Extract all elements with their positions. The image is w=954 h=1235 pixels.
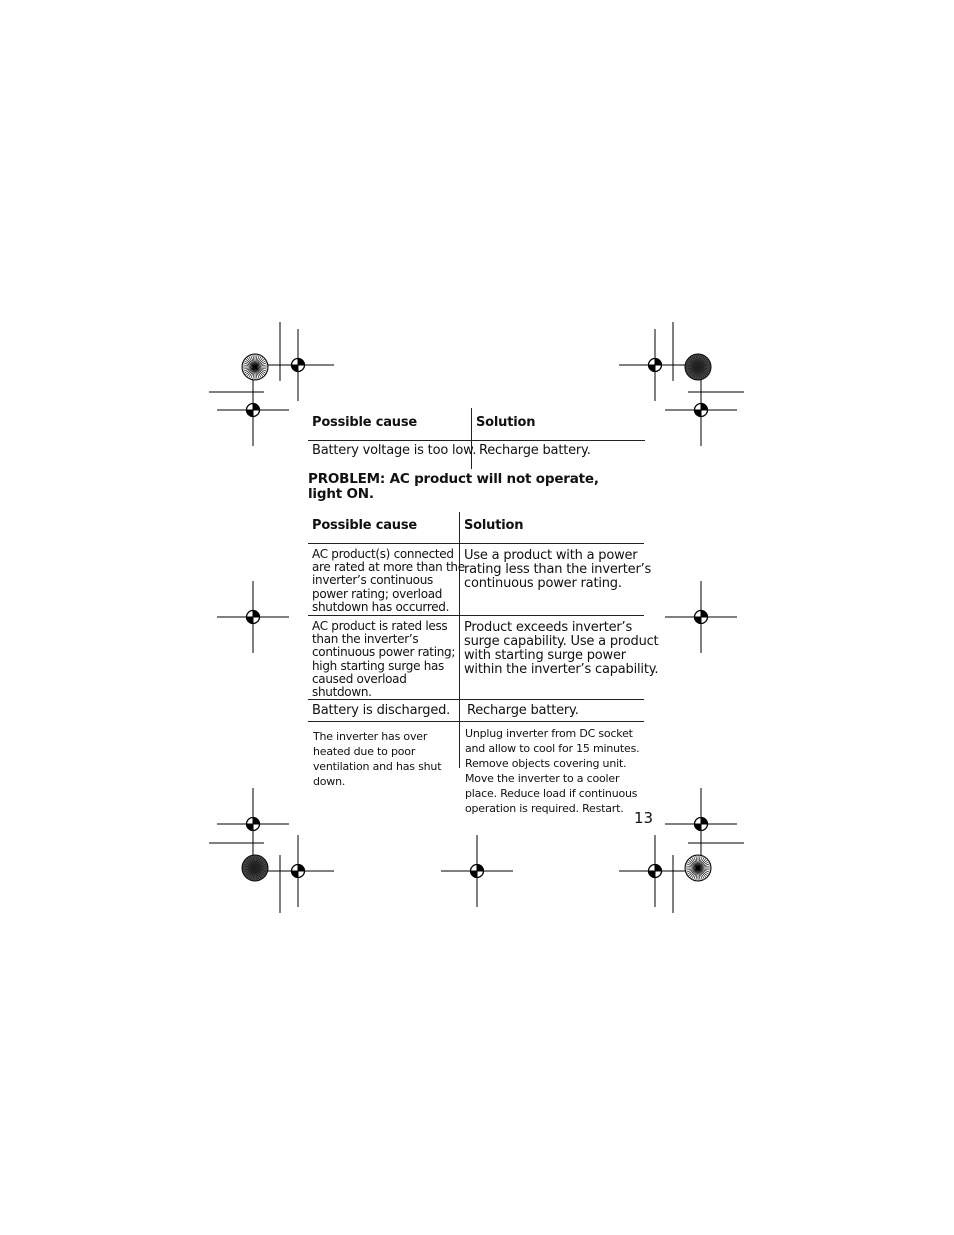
table-main-row-rule-3 — [308, 721, 644, 722]
cell-line: heated due to poor — [313, 745, 416, 758]
table-main-row-3-cause: Battery is discharged. — [312, 703, 451, 718]
table-main-row-4-cause — [313, 729, 441, 789]
registration-target-fill — [247, 824, 254, 831]
table-top-row-cause: Battery voltage is too low. — [312, 443, 477, 458]
table-top-header-cause: Possible cause — [312, 415, 417, 430]
table-main-header-solution: Solution — [464, 518, 524, 533]
problem-heading-line-2: light ON. — [308, 486, 374, 502]
registration-target-fill — [477, 865, 484, 872]
cell-line: continuous power rating; — [312, 645, 456, 660]
cell-line: surge capability. Use a product — [464, 634, 659, 649]
cell-line: and allow to cool for 15 minutes. — [465, 742, 640, 755]
cell-line: Unplug inverter from DC socket — [465, 727, 633, 740]
cell-line: Move the inverter to a cooler — [465, 772, 620, 785]
registration-target-fill — [695, 410, 702, 417]
registration-target-fill — [298, 865, 305, 872]
registration-target-fill — [247, 410, 254, 417]
cell-line: rating less than the inverter’s — [464, 562, 652, 577]
table-main-header-cause: Possible cause — [312, 518, 417, 533]
cell-line: place. Reduce load if continuous — [465, 787, 638, 800]
table-main-row-3-solution: Recharge battery. — [467, 703, 579, 718]
cell-line: inverter’s continuous — [312, 573, 433, 588]
cell-line: shutdown. — [312, 685, 372, 700]
cell-line: Remove objects covering unit. — [465, 757, 627, 770]
registration-target-fill — [649, 365, 656, 372]
cell-line: power rating; overload — [312, 586, 443, 601]
page-number: 13 — [634, 809, 654, 827]
registration-target-fill — [292, 871, 299, 878]
cell-line: AC product(s) connected — [312, 547, 454, 561]
problem-heading — [308, 472, 599, 502]
registration-target-fill — [253, 818, 260, 825]
registration-target-fill — [649, 871, 656, 878]
cell-line: high starting surge has — [312, 658, 445, 673]
cell-line: AC product is rated less — [312, 619, 448, 633]
table-main-row-rule-1 — [308, 615, 644, 616]
registration-target-fill — [655, 359, 662, 366]
cell-line: shutdown has occurred. — [312, 599, 450, 614]
registration-target-fill — [695, 617, 702, 624]
cell-line: caused overload — [312, 671, 407, 686]
cell-line: than the inverter’s — [312, 632, 419, 647]
table-main-row-2-cause — [312, 620, 455, 699]
table-main-row-4-solution — [465, 726, 639, 816]
table-top-column-divider — [471, 408, 472, 469]
cell-line: ventilation and has shut — [313, 760, 442, 773]
registration-target-fill — [701, 611, 708, 618]
table-main-row-1-cause — [312, 548, 465, 614]
table-main-row-2-solution — [464, 621, 658, 677]
cell-line: The inverter has over — [313, 730, 428, 743]
registration-target-fill — [701, 818, 708, 825]
cell-line: down. — [313, 775, 346, 788]
cell-line: with starting surge power — [464, 648, 626, 663]
problem-heading-line-1: PROBLEM: AC product will not operate, — [308, 471, 599, 487]
cell-line: are rated at more than the — [312, 560, 465, 575]
table-top-header-rule — [308, 440, 645, 441]
registration-target-fill — [253, 611, 260, 618]
registration-target-fill — [253, 404, 260, 411]
table-top-row-solution: Recharge battery. — [479, 443, 591, 458]
table-top-header-solution: Solution — [476, 415, 536, 430]
cell-line: Use a product with a power — [464, 548, 638, 563]
cell-line: operation is required. Restart. — [465, 802, 624, 815]
cell-line: within the inverter’s capability. — [464, 662, 659, 677]
table-main-row-1-solution — [464, 549, 651, 591]
registration-target-fill — [701, 404, 708, 411]
registration-target-fill — [247, 617, 254, 624]
table-main-header-rule — [308, 543, 644, 544]
registration-target-fill — [695, 824, 702, 831]
cell-line: Product exceeds inverter’s — [464, 620, 633, 635]
registration-target-fill — [471, 871, 478, 878]
registration-target-fill — [292, 365, 299, 372]
cell-line: continuous power rating. — [464, 576, 622, 591]
registration-target-fill — [298, 359, 305, 366]
registration-target-fill — [655, 865, 662, 872]
